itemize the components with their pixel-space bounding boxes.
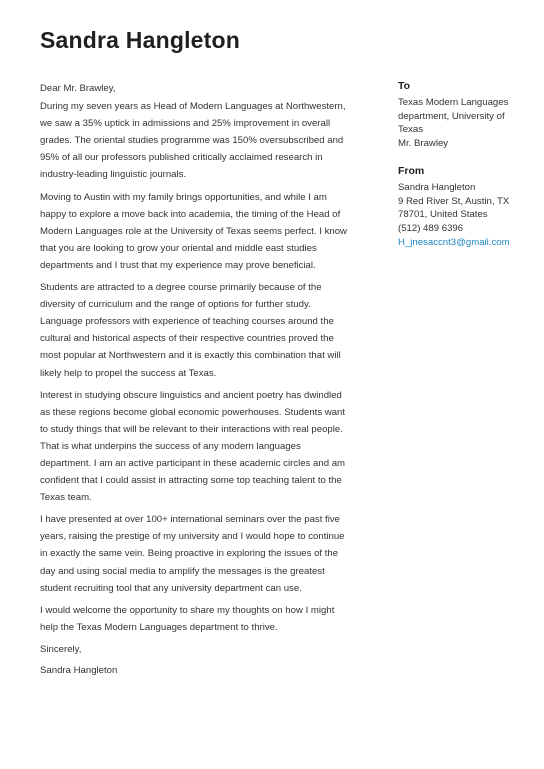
sender-email-link[interactable]: H_jnesaccnt3@gmail.com — [398, 236, 510, 248]
letter-paragraph-3: Students are attracted to a degree course primarily because of the diversity of curriculum and the range of options for further study. Language professors with experience of teaching courses around the cultural and historical aspects of their respective countries proved the most popular at Northwestern and it is exactly this combination that will likely help to propel the success at Texas. — [40, 282, 341, 379]
to-heading: To — [398, 80, 411, 92]
contact-sidebar — [398, 80, 518, 264]
from-heading: From — [398, 164, 425, 177]
sender-address-line2: 78701, United States — [398, 209, 488, 221]
letter-paragraph-5: I have presented at over 100+ international seminars over the past five years, raising the prestige of my university and I would hope to continue in exactly the same vein. Being proactive in exploring the issues of the day and using social media to amplify the messages is the greatest student recruiting tool that any university department can use. — [40, 514, 345, 594]
letter-paragraph-6: I would welcome the opportunity to share my thoughts on how I might help the Texas Modern Languages department to thrive. — [40, 604, 335, 633]
letter-paragraph-1: During my seven years as Head of Modern Languages at Northwestern, we saw a 35% uptick in admissions and 25% improvement in overall grades. The oriental studies programme was 150% oversubscribed and 95% of all our professors published critically acclaimed research in industry-leading linguistic journals. — [40, 101, 346, 181]
signature-name: Sandra Hangleton — [40, 665, 118, 676]
sender-name-heading: Sandra Hangleton — [40, 27, 241, 53]
recipient-organization: Texas Modern Languages department, University of Texas — [398, 96, 509, 136]
letter-body — [40, 80, 353, 683]
closing: Sincerely, — [40, 643, 82, 655]
recipient-name: Mr. Brawley — [398, 138, 449, 150]
sender-block — [398, 165, 518, 250]
recipient-block — [398, 80, 518, 151]
sender-name: Sandra Hangleton — [398, 181, 476, 193]
salutation: Dear Mr. Brawley, — [40, 83, 116, 94]
letter-paragraph-4: Interest in studying obscure linguistics and ancient poetry has dwindled as these regions become global economic powerhouses. Students want to study things that will be relevant to their interactions with real people. That is what underpins the success of any modern languages department. I am an active participant in these academic circles and am confident that I could assist in attracting some top teaching talent to the Texas team. — [40, 389, 346, 504]
letter-paragraph-2: Moving to Austin with my family brings opportunities, and while I am happy to explore a move back into academia, the timing of the Head of Modern Languages role at the University of Texas seems perfect. I know that you are looking to grow your oriental and middle east studies departments and I trust that my experience may prove beneficial. — [40, 191, 347, 271]
sender-phone: (512) 489 6396 — [398, 223, 464, 235]
sender-address-line1: 9 Red River St, Austin, TX — [398, 195, 510, 207]
